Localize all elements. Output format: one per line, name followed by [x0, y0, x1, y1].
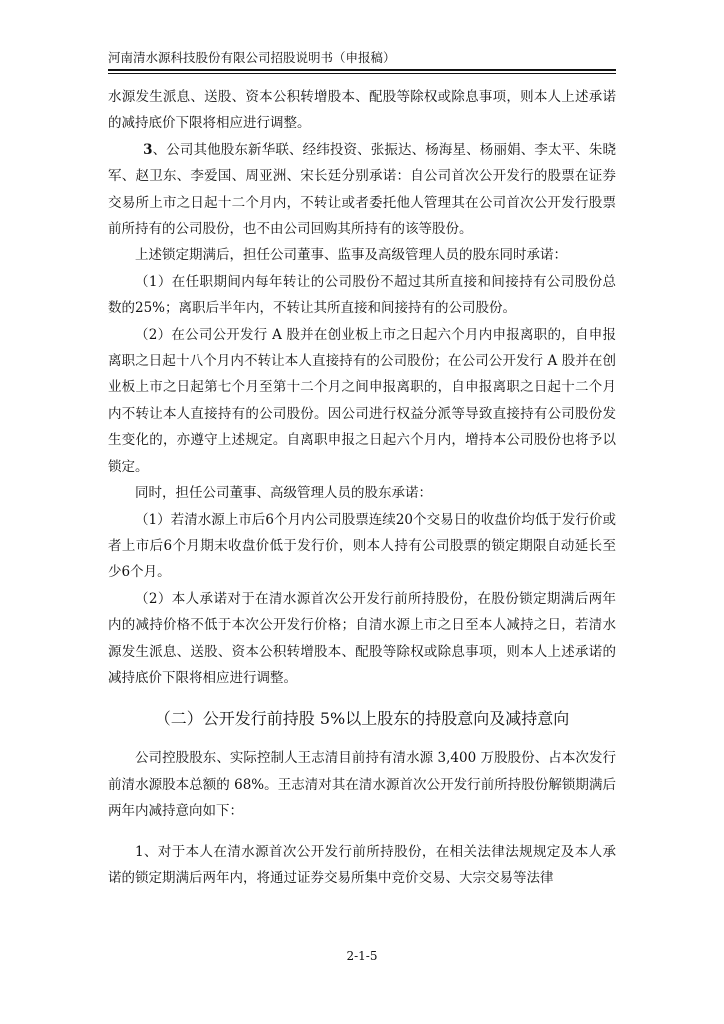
page-number: 2-1-5 — [346, 949, 378, 963]
paragraph-text: 、公司其他股东新华联、经纬投资、张振达、杨海星、杨丽娟、李太平、朱晓军、赵卫东、李爱国、周亚洲、宋长廷分别承诺：自公司首次公开发行的股票在证券交易所上市之日起十二个月内，不转让或者委托他人管理其在公司首次公开发行股票前所持有的公司股份，也不由公司回购其所持有的该等股份。 — [108, 141, 616, 238]
paragraph: （1）在任职期间内每年转让的公司股份不超过其所直接和间接持有公司股份总数的25%；离职后半年内，不转让其所直接和间接持有的公司股份。 — [108, 273, 616, 317]
paragraph: 上述锁定期满后，担任公司董事、监事及高级管理人员的股东同时承诺： — [135, 247, 567, 264]
paragraph: （2）在公司公开发行 A 股并在创业板上市之日起六个月内申报离职的，自申报离职之日起十八个月内不转让本人直接持有的公司股份；在公司公开发行 A 股并在创业板上市之日起第七个月至第十二个月之间申报离职的，自申报离职之日起十二个月内不转让本人直接持有的公司股份。因公司进行权益分派等导致直接持有公司股份发生变化的，亦遵守上述规定。自离职申报之日起六个月内，增持本公司股份也将予以锁定。 — [108, 326, 616, 475]
paragraph: （1）若清水源上市后6个月内公司股票连续20个交易日的收盘价均低于发行价或者上市后6个月期末收盘价低于发行价，则本人持有公司股票的锁定期限自动延长至少6个月。 — [108, 511, 616, 581]
paragraph: 水源发生派息、送股、资本公积转增股本、配股等除权或除息事项，则本人上述承诺的减持底价下限将相应进行调整。 — [108, 89, 616, 132]
header-rule-thin — [108, 73, 616, 74]
paragraph: 1、对于本人在清水源首次公开发行前所持股份，在相关法律法规规定及本人承诺的锁定期满后两年内，将通过证券交易所集中竞价交易、大宗交易等法律 — [108, 843, 616, 886]
header-rule-thick — [108, 69, 616, 71]
item-number: 3 — [143, 141, 153, 158]
section-heading: （二）公开发行前持股 5%以上股东的持股意向及减持意向 — [154, 709, 570, 729]
paragraph: 同时，担任公司董事、高级管理人员的股东承诺： — [135, 485, 432, 502]
paragraph: 公司控股股东、实际控制人王志清目前持有清水源 3,400 万股股份、占本次发行前清水源股本总额的 68%。王志清对其在清水源首次公开发行前所持股份解锁期满后两年内减持意向如下： — [108, 750, 616, 820]
page-header: 河南清水源科技股份有限公司招股说明书（申报稿） — [108, 50, 396, 65]
paragraph: （2）本人承诺对于在清水源首次公开发行前所持股份，在股份锁定期满后两年内的减持价格不低于本次公开发行价格；自清水源上市之日至本人减持之日，若清水源发生派息、送股、资本公积转增股本、配股等除权或除息事项，则本人上述承诺的减持底价下限将相应进行调整。 — [108, 590, 616, 686]
paragraph — [108, 137, 616, 243]
document-body — [108, 84, 616, 891]
